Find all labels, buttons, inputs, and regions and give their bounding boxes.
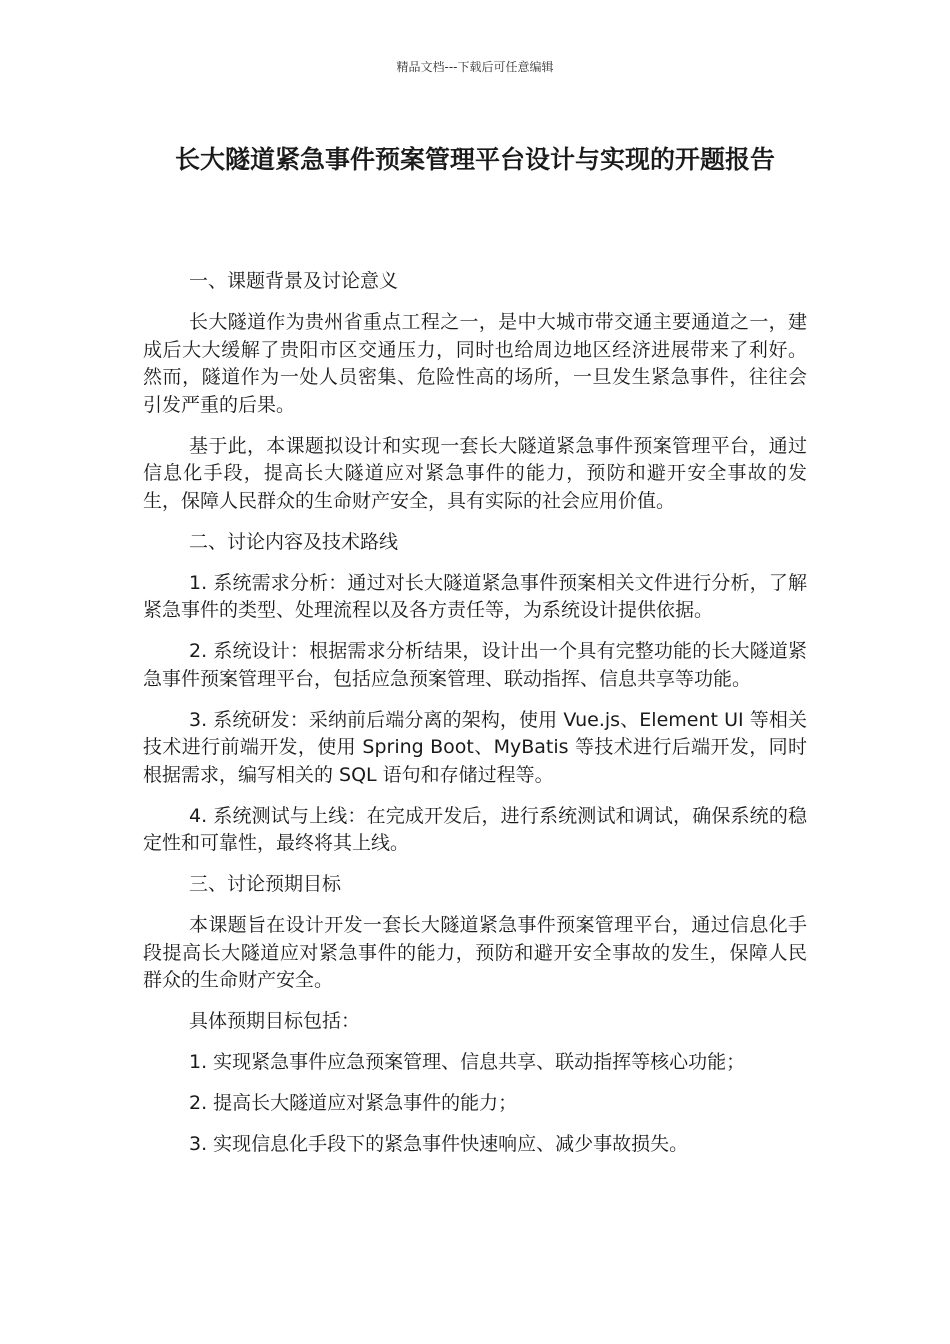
document-title: 长大隧道紧急事件预案管理平台设计与实现的开题报告 [174, 145, 775, 174]
list-item-testing-launch: 4. 系统测试与上线：在完成开发后，进行系统测试和调试，确保系统的稳定性和可靠性，最终将其上线。 [143, 804, 807, 854]
paragraph-goals: 本课题旨在设计开发一套长大隧道紧急事件预案管理平台，通过信息化手段提高长大隧道应对紧急事件的能力，预防和避开安全事故的发生，保障人民群众的生命财产安全。 [143, 914, 807, 991]
section-heading-content: 二、讨论内容及技术路线 [189, 530, 399, 553]
paragraph-purpose: 基于此，本课题拟设计和实现一套长大隧道紧急事件预案管理平台，通过信息化手段，提高长大隧道应对紧急事件的能力，预防和避开安全事故的发生，保障人民群众的生命财产安全，具有实际的社会应用价值。 [143, 434, 807, 512]
goal-item-2: 2. 提高长大隧道应对紧急事件的能力； [189, 1092, 518, 1114]
list-item-system-design: 2. 系统设计：根据需求分析结果，设计出一个具有完整功能的长大隧道紧急事件预案管理平台，包括应急预案管理、联动指挥、信息共享等功能。 [143, 640, 807, 690]
goal-item-1: 1. 实现紧急事件应急预案管理、信息共享、联动指挥等核心功能； [189, 1051, 746, 1073]
list-item-system-development: 3. 系统研发：采纳前后端分离的架构，使用 Vue.js、Element UI 等相关技术进行前端开发，使用 Spring Boot、MyBatis 等技术进行后端开发，同时根据需求，编写相关的 SQL 语句和存储过程等。 [143, 708, 807, 786]
section-heading-goals: 三、讨论预期目标 [189, 873, 342, 895]
list-item-requirements-analysis: 1. 系统需求分析：通过对长大隧道紧急事件预案相关文件进行分析，了解紧急事件的类型、处理流程以及各方责任等，为系统设计提供依据。 [143, 571, 807, 621]
document-body [143, 268, 807, 1172]
goal-item-3: 3. 实现信息化手段下的紧急事件快速响应、减少事故损失。 [189, 1133, 689, 1155]
goals-intro: 具体预期目标包括： [189, 1010, 361, 1032]
paragraph-background: 长大隧道作为贵州省重点工程之一，是中大城市带交通主要通道之一，建成后大大缓解了贵阳市区交通压力，同时也给周边地区经济进展带来了利好。然而，隧道作为一处人员密集、危险性高的场所，一旦发生紧急事件，往往会引发严重的后果。 [143, 311, 807, 416]
section-heading-background: 一、课题背景及讨论意义 [189, 270, 399, 292]
header-note: 精品文档---下载后可任意编辑 [396, 60, 554, 74]
